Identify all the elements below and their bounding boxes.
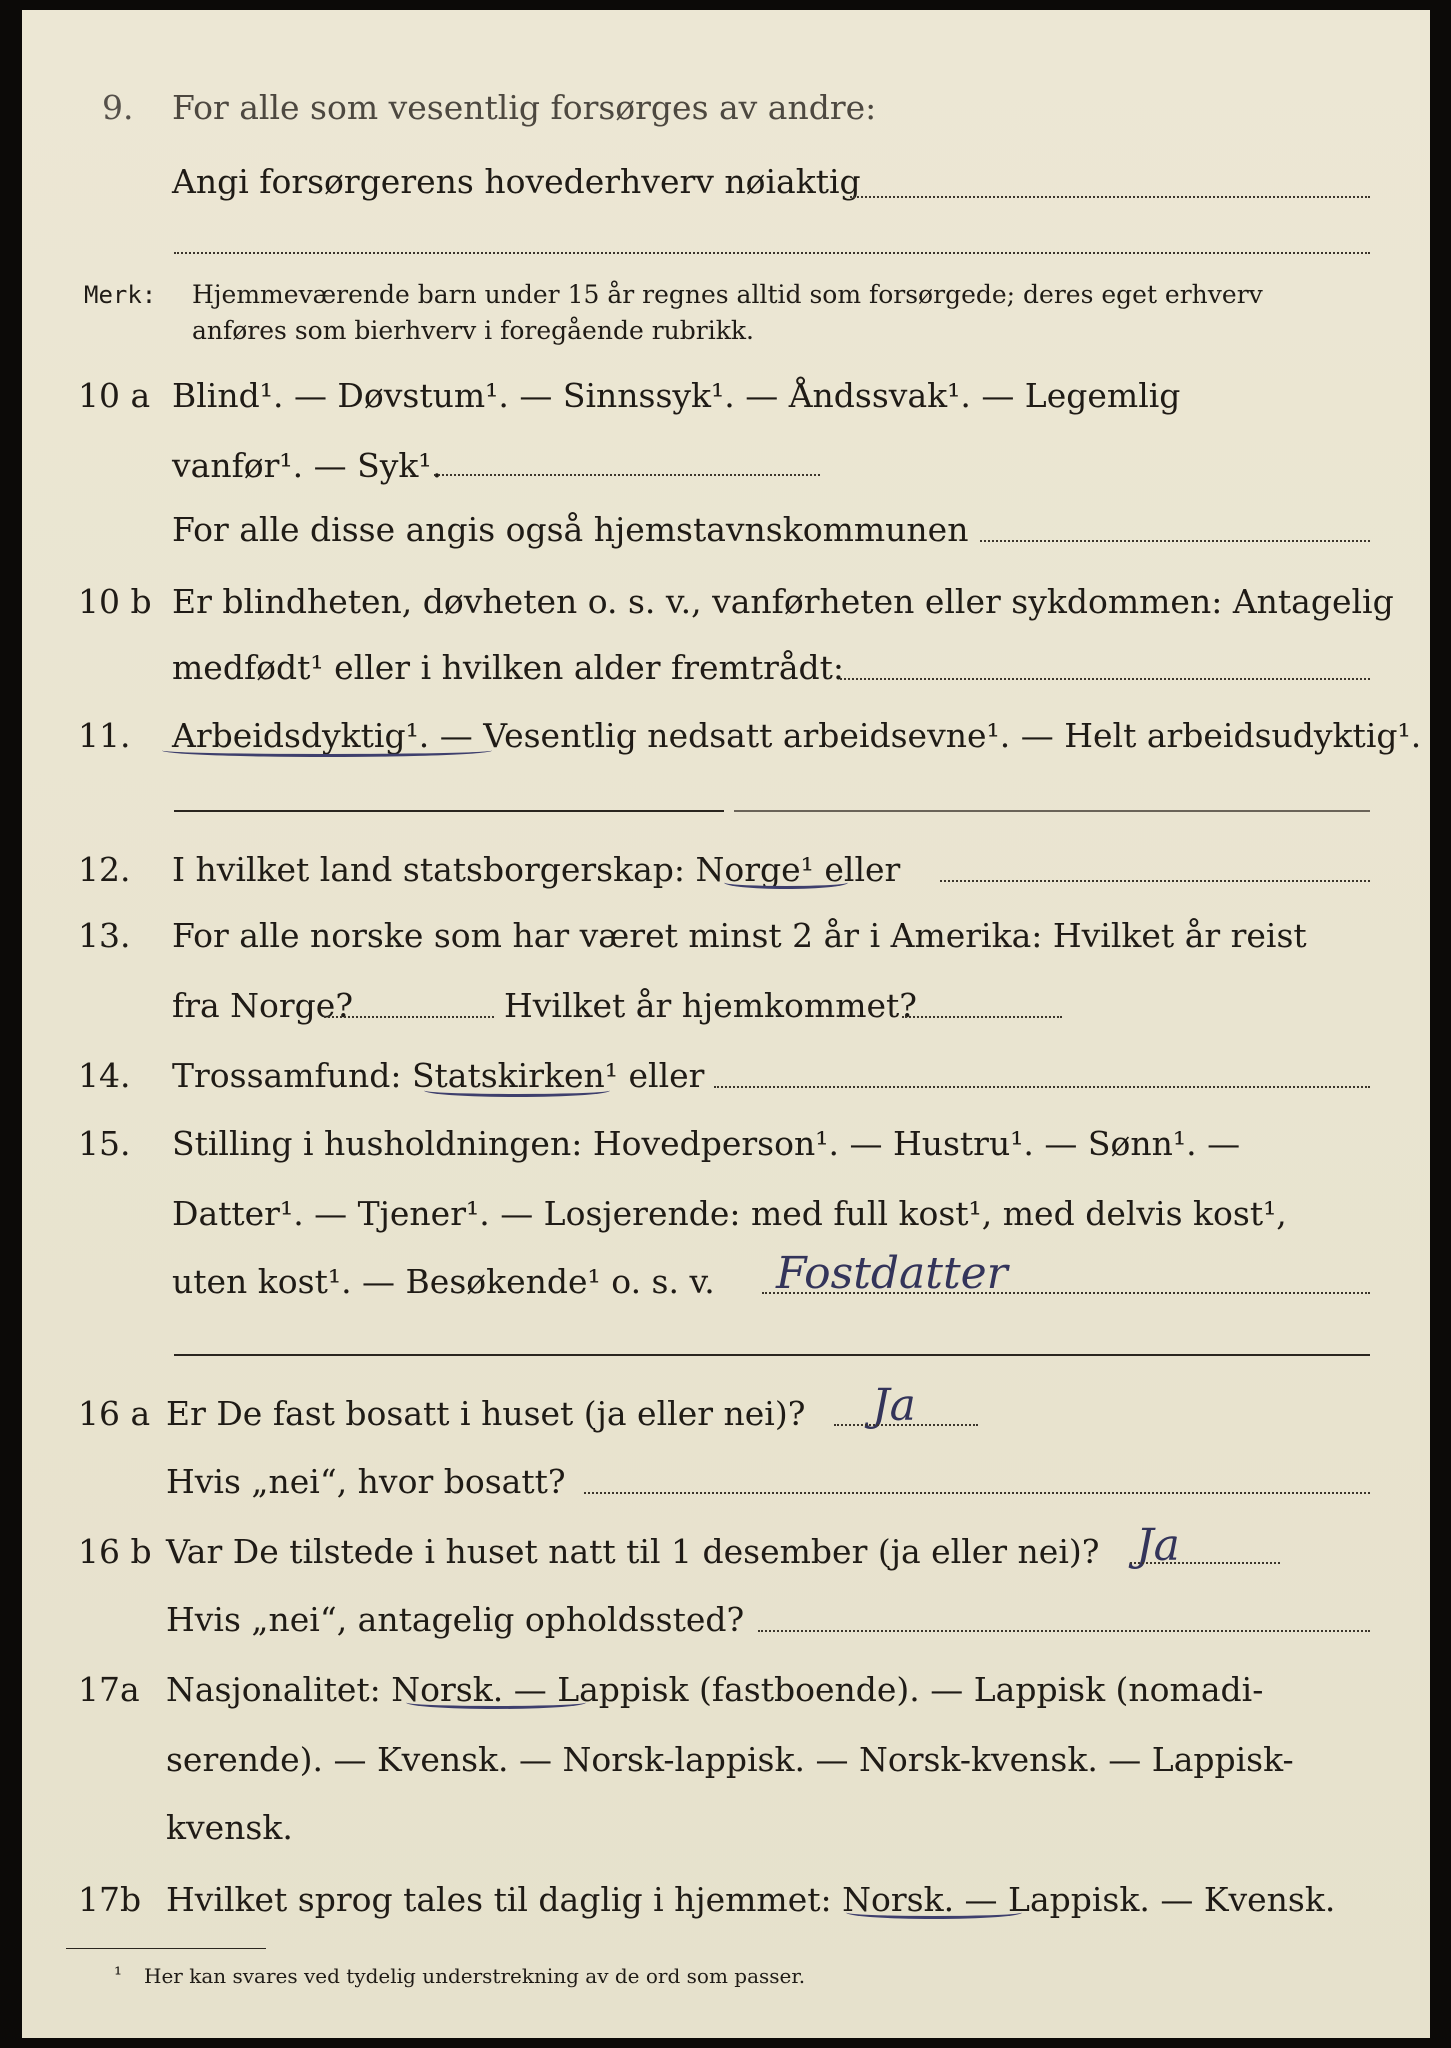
q17b-underline-mark — [846, 1906, 1022, 1919]
merk-line1: Hjemmeværende barn under 15 år regnes alltid som forsørgede; deres eget erhverv — [192, 280, 1263, 309]
q16b-opholdssted-line[interactable] — [758, 1630, 1370, 1632]
q17a-line3: kvensk. — [166, 1808, 293, 1847]
q11-line1: Arbeidsdyktig¹. — Vesentlig nedsatt arbeidsevne¹. — Helt arbeidsudyktig¹. — [172, 716, 1422, 755]
q15-line1: Stilling i husholdningen: Hovedperson¹. — Hustru¹. — Sønn¹. — — [172, 1124, 1241, 1163]
footnote-rule — [66, 1948, 266, 1949]
q14-underline-mark — [424, 1084, 610, 1097]
q14-line1: Trossamfund: Statskirken¹ eller — [172, 1056, 705, 1095]
q15-rule — [174, 1354, 1370, 1356]
q15-number: 15. — [78, 1124, 131, 1163]
q15-line3: uten kost¹. — Besøkende¹ o. s. v. — [172, 1262, 715, 1301]
q14-number: 14. — [78, 1056, 131, 1095]
q11-rule-right — [734, 810, 1370, 812]
merk-label: Merk: — [84, 281, 157, 309]
q16b-line1: Var De tilstede i huset natt til 1 desember (ja eller nei)? — [166, 1532, 1100, 1571]
q16a-bosatt-line[interactable] — [584, 1492, 1370, 1494]
q11-underline-mark — [162, 744, 492, 757]
q10a-hjemstavn-line[interactable] — [980, 540, 1370, 542]
q17b-line1: Hvilket sprog tales til daglig i hjemmet: Norsk. — Lappisk. — Kvensk. — [166, 1880, 1336, 1919]
q16b-number: 16 b — [78, 1532, 152, 1571]
q17a-underline-mark — [406, 1696, 586, 1709]
footnote-mark: ¹ — [114, 1962, 123, 1986]
q12-answer-line[interactable] — [940, 880, 1370, 882]
q16b-answer-line[interactable] — [1130, 1562, 1280, 1564]
q13-reist-line[interactable] — [324, 1016, 494, 1018]
q9-line2: Angi forsørgerens hovederhverv nøiaktig — [172, 162, 861, 201]
q16a-line1: Er De fast bosatt i huset (ja eller nei)? — [166, 1394, 806, 1433]
q9-answer-line-2[interactable] — [174, 252, 1370, 254]
q10a-line3: For alle disse angis også hjemstavnskommunen — [172, 510, 969, 549]
q16b-line2: Hvis „nei“, antagelig opholdssted? — [166, 1600, 745, 1639]
q17a-number: 17a — [78, 1670, 140, 1709]
q16a-handwritten-answer[interactable]: Ja — [872, 1380, 916, 1431]
merk-line2: anføres som bierhverv i foregående rubrikk. — [192, 316, 754, 345]
q12-number: 12. — [78, 850, 131, 889]
q17a-line1: Nasjonalitet: Norsk. — Lappisk (fastboende). — Lappisk (nomadi- — [166, 1670, 1264, 1709]
q12-underline-mark — [724, 876, 848, 889]
q10b-line1: Er blindheten, døvheten o. s. v., vanførheten eller sykdommen: Antagelig — [172, 582, 1394, 621]
q17a-line2: serende). — Kvensk. — Norsk-lappisk. — Norsk-kvensk. — Lappisk- — [166, 1740, 1294, 1779]
footnote-text: Her kan svares ved tydelig understrekning av de ord som passer. — [144, 1964, 806, 1988]
q13-line2b: Hvilket år hjemkommet? — [504, 986, 917, 1025]
q15-line2: Datter¹. — Tjener¹. — Losjerende: med full kost¹, med delvis kost¹, — [172, 1194, 1287, 1233]
census-form-page — [22, 10, 1430, 2038]
q9-answer-line[interactable] — [850, 196, 1370, 198]
q16a-line2: Hvis „nei“, hvor bosatt? — [166, 1462, 566, 1501]
q15-handwritten-answer[interactable]: Fostdatter — [776, 1248, 1008, 1299]
q15-answer-line[interactable] — [762, 1292, 1370, 1294]
q13-number: 13. — [78, 916, 131, 955]
q14-answer-line[interactable] — [714, 1086, 1370, 1088]
q16a-number: 16 a — [78, 1394, 151, 1433]
q9-line1: For alle som vesentlig forsørges av andre: — [172, 88, 877, 127]
q13-hjemkommet-line[interactable] — [902, 1016, 1062, 1018]
q13-line2a: fra Norge? — [172, 986, 354, 1025]
q10a-line2: vanfør¹. — Syk¹. — [172, 446, 443, 485]
q10b-line2: medfødt¹ eller i hvilken alder fremtrådt: — [172, 648, 845, 687]
q16b-handwritten-answer[interactable]: Ja — [1136, 1520, 1180, 1571]
q9-number: 9. — [102, 88, 134, 127]
q17b-number: 17b — [78, 1880, 142, 1919]
q10a-answer-line[interactable] — [434, 474, 820, 476]
q16a-answer-line[interactable] — [834, 1424, 978, 1426]
q10a-line1: Blind¹. — Døvstum¹. — Sinnssyk¹. — Åndssvak¹. — Legemlig — [172, 376, 1181, 415]
q13-line1: For alle norske som har været minst 2 år i Amerika: Hvilket år reist — [172, 916, 1307, 955]
q10b-number: 10 b — [78, 582, 152, 621]
q11-rule-left — [174, 810, 724, 812]
q10b-answer-line[interactable] — [840, 678, 1370, 680]
q10a-number: 10 a — [78, 376, 151, 415]
q11-number: 11. — [78, 716, 131, 755]
q12-line1: I hvilket land statsborgerskap: Norge¹ eller — [172, 850, 901, 889]
